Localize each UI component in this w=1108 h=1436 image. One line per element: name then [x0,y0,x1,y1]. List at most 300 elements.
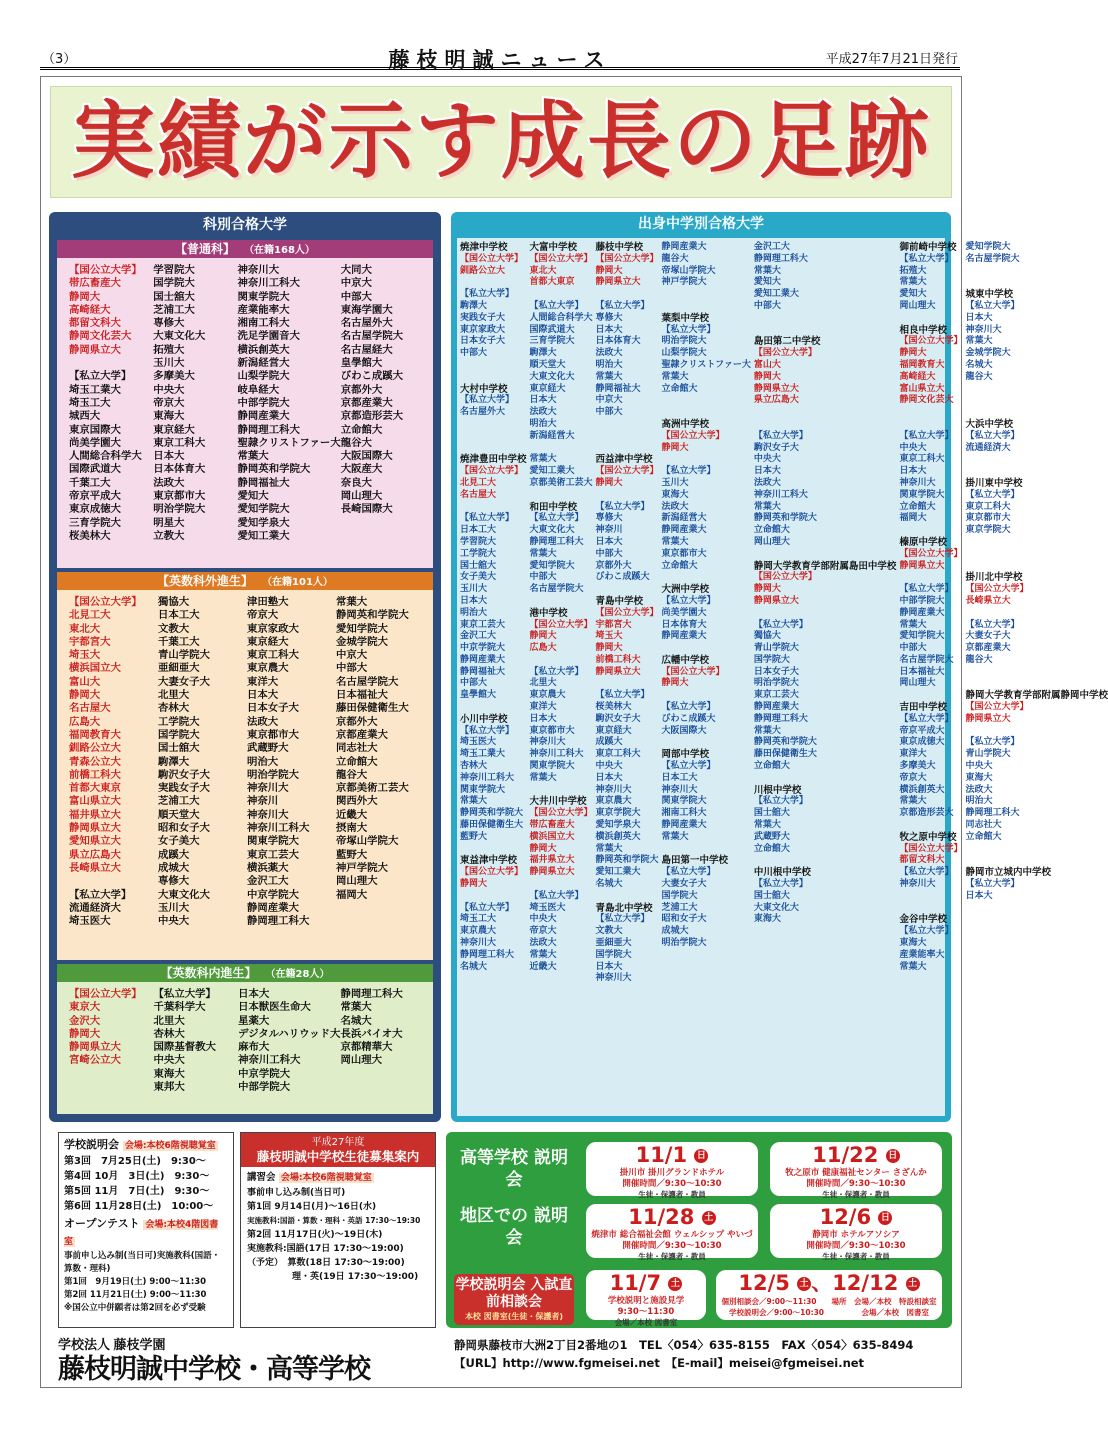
university-name: 聖隷クリストファー大 [661,359,751,370]
university-name: 専修大 [595,312,623,323]
university-name [336,902,425,915]
university-name: 東京工科大 [247,649,299,662]
university-name: 中京学院大 [460,643,506,654]
events-box [446,1132,952,1328]
university-name: 桜美林大 [69,529,111,542]
university-name: 専修大 [595,513,623,524]
university-name: 静岡理工科大 [753,253,808,264]
middle-school-name: 島田第一中学校 [661,855,729,867]
university-name: 東京大 [69,1001,101,1014]
university-name: 【国公立大学】 [460,253,524,264]
university-name: 静岡大 [661,678,689,689]
university-name: 近畿大 [336,808,368,821]
university-name: 長崎県立大 [965,595,1011,606]
university-name: 神奈川大 [247,808,289,821]
university-name: 静岡県立大 [899,560,945,571]
university-name: 宮崎公立大 [69,1054,121,1067]
university-name: 玉川大 [661,477,689,488]
university-name: 名古屋大 [69,702,111,715]
university-name: 北里大 [158,689,190,702]
university-name [69,1094,154,1107]
university-name: 神奈川大 [595,784,632,795]
university-name: 神戸学院大 [336,861,388,874]
university-name: 東京農大 [595,796,632,807]
university-name: 【私立大学】 [965,489,1020,500]
university-name: 中部大 [899,643,927,654]
panel-title: 科別合格大学 [203,217,287,233]
university-name [662,289,751,301]
university-name: 京都外大 [336,715,378,728]
university-name: 長浜バイオ大 [340,1027,403,1040]
university-name: 名古屋外大 [340,317,393,330]
open-test-footnote: ※国公立中併願者は第2回を必ず受験 [64,1303,206,1313]
university-name: 中央大 [753,454,781,465]
lecture-row: 実施教科:国語・算数・理科・英語 17:30〜19:30 [247,1215,421,1225]
university-name: 日本大 [753,466,781,477]
briefing-box [58,1132,234,1328]
university-name: 順天堂大 [529,359,566,370]
university-name: 明治学院大 [153,503,206,516]
university-name: 立教大 [153,529,185,542]
university-name: 京都外大 [595,560,632,571]
university-name: 日本工大 [158,609,200,622]
university-name [530,443,593,455]
university-name: 中部大 [460,678,488,689]
university-name: 工学院大 [158,715,200,728]
university-name [965,266,1108,278]
school-column [596,242,659,1112]
university-name: 広島大 [529,643,557,654]
pre-exam-consult-label: 学校説明会 入試直前相談会 本校 図書室(生徒・保護者) [454,1274,574,1325]
university-name: 神奈川工科大 [237,277,300,290]
university-name: 福岡大 [336,888,368,901]
university-name: 金沢大 [69,1014,101,1027]
university-name: 日本工大 [661,772,698,783]
university-name: 静岡福祉大 [460,666,506,677]
university-name: 名古屋経大 [340,343,393,356]
university-name: 関東学院大 [661,796,707,807]
university-name: 学習院大 [153,264,195,276]
university-name: 静岡福祉大 [237,476,290,489]
university-name [596,678,659,690]
weekday-badge: 日 [878,1211,892,1225]
section-title: 【英数科外進生】 [157,574,254,588]
university-name [460,277,527,289]
university-name [965,395,1108,407]
university-name: 中部大 [595,407,623,418]
middle-school-name: 大浜中学校 [965,418,1013,430]
university-name: 日本女子大 [753,666,799,677]
university-name: 人間総合科学大 [69,450,142,463]
university-name: 日本体育大 [661,619,707,630]
university-name: 【私立大学】 [661,595,716,606]
university-name: 洗足学園音大 [237,330,300,343]
university-name: 常葉大 [965,336,993,347]
university-name: 常葉大 [460,796,488,807]
university-name: 国際武道大 [69,463,121,476]
newsletter-title: 藤枝明誠ニュース [388,47,612,72]
university-name: 【私立大学】 [899,926,954,937]
university-name: 新潟経営大 [237,357,290,370]
university-name: 獨協大 [753,631,781,642]
university-name: 東北大 [529,265,557,276]
university-name: 常葉大 [529,949,557,960]
university-name: 明治学院大 [247,768,299,781]
university-name: 武蔵野大 [753,831,790,842]
university-name [965,726,1108,738]
university-name: 静岡大 [69,689,101,702]
university-name [754,855,897,867]
university-name: 神奈川大 [247,782,289,795]
university-name: 【私立大学】 [69,888,132,901]
university-name: 立命館大 [753,761,790,772]
university-name: 昭和女子大 [158,822,210,835]
university-name: 静岡産業大 [661,525,707,536]
school-column [662,242,751,1112]
university-name: 【私立大学】 [899,253,954,264]
university-name: 埼玉医大 [460,737,497,748]
university-name: 中央大 [158,915,190,928]
university-name: 亜細亜大 [595,938,632,949]
university-name: 常葉大 [753,820,781,831]
university-name: 常葉大 [661,371,689,382]
university-name: 獨協大 [158,596,190,608]
university-name: 釧路公立大 [69,742,121,755]
university-name: 名古屋大 [460,489,497,500]
university-name: 国際武道大 [529,324,575,335]
university-name: 女子美大 [158,835,200,848]
university-name: 金城学院大 [965,348,1011,359]
university-name: 岡山理大 [340,490,383,503]
university-name: 【国公立大学】 [965,702,1029,713]
university-name: 【私立大学】 [965,737,1020,748]
university-name [662,690,751,702]
section-header [57,964,433,982]
university-name: 日本女子大 [460,336,506,347]
university-name: 静岡英和学院大 [460,808,524,819]
briefing-row: 第4回 10月 3日(土) 9:30〜 [64,1171,210,1182]
lecture-row: 実施教科:国語(17日 17:30〜19:00) [247,1243,404,1254]
university-name: 北里大 [529,678,557,689]
university-name: びわこ成蹊大 [340,370,404,383]
hs-briefing-label: 高等学校 説明会 [454,1140,574,1198]
university-name [965,277,1108,289]
university-name: 北見工大 [460,477,497,488]
university-name: 帝京大 [247,609,279,622]
university-name: 常葉大 [899,796,927,807]
school-column [530,242,593,1112]
university-name: 静岡県立大 [753,595,799,606]
university-name: 名古屋学院大 [899,654,954,665]
university-name: 埼玉工大 [460,914,497,925]
middle-school-name: 中川根中学校 [753,867,811,879]
university-name: 【私立大学】 [965,619,1020,630]
university-name: 県立広島大 [69,848,121,861]
university-name: 日本体育大 [595,336,641,347]
section-count: （在籍168人） [249,245,315,256]
university-name: 拓殖大 [153,343,185,356]
university-name: 新潟経営大 [529,430,575,441]
page-header [40,44,960,70]
university-name: 静岡大 [595,265,623,276]
university-name [662,454,751,466]
university-name: 【私立大学】 [529,300,584,311]
university-name [530,785,593,797]
university-name: 立命館大 [899,501,936,512]
weekday-badge: 土 [668,1277,682,1291]
university-name: 明治大 [460,607,488,618]
university-name: 静岡大 [460,879,488,890]
middle-school-name: 青島北中学校 [595,902,653,914]
section-title: 【英数科内進生】 [160,966,257,980]
university-name: 名古屋外大 [460,407,506,418]
university-name [341,517,425,530]
university-name: 静岡県立大 [965,713,1011,724]
university-name: 愛知学院大 [336,622,388,635]
university-name: 法政大 [595,348,623,359]
university-name: 富山県立大 [899,383,945,394]
middle-school-name: 牧之原中学校 [899,831,957,843]
event-card: 12/5 土 、12/12 土 個別相談会／9:00〜11:30 場所 会場／本校 特設相談室 学校説明会／9:00〜10:30 会場／本校 図書室 [714,1268,944,1322]
university-name [69,1068,154,1081]
university-name: 杏林大 [460,761,488,772]
university-name: 【私立大学】 [460,395,515,406]
university-name: 湘南工科大 [661,808,707,819]
university-name: 神奈川大 [965,324,1002,335]
university-name: 東京経大 [153,423,195,436]
university-name: 静岡英和学院大 [595,855,659,866]
university-name: 【国公立大学】 [965,584,1029,595]
university-name: 国学院大 [753,654,790,665]
regional-briefing-label: 地区での 説明会 [454,1198,574,1256]
university-name: 東海大 [899,938,927,949]
university-name: 東京学院大 [595,808,641,819]
university-name: 横浜薬大 [247,861,289,874]
university-name: 立命館大 [336,755,378,768]
university-name: 静岡産業大 [899,607,945,618]
university-name: 【私立大学】 [460,725,515,736]
university-name: 横浜国立大 [529,831,575,842]
university-name [965,454,1108,466]
university-name: 帝京平成大 [69,490,121,503]
university-name: 法政大 [753,477,781,488]
university-name: 帝京大 [153,396,185,409]
university-name: 順天堂大 [158,808,200,821]
middle-school-name: 青島中学校 [595,595,644,607]
university-name: 【国公立大学】 [460,466,524,477]
university-name: 【私立大学】 [899,584,954,595]
university-name: 【私立大学】 [965,879,1020,890]
university-name: 愛知学院大 [237,503,290,516]
university-name: 明治大 [247,755,279,768]
university-name: 【国公立大学】 [69,264,142,276]
university-name: 【私立大学】 [529,513,584,524]
university-name: 【私立大学】 [595,690,650,701]
open-test-row: 第1回 9月19日(土) 9:00〜11:30 [64,1277,207,1287]
university-name: 帝塚山学院大 [336,835,399,848]
university-name: 玉川大 [158,901,190,914]
university-name: 明治学院大 [661,938,707,949]
university-name: 日本福祉大 [336,689,388,702]
university-name: 大同大 [340,264,372,276]
university-name [69,875,158,888]
university-name: 【国公立大学】 [69,988,142,1000]
university-name: 愛知学院大 [965,242,1011,252]
university-name: 立命館大 [965,831,1002,842]
university-name: 日本大 [899,466,927,477]
recruit-box [240,1132,436,1328]
university-name: 明治大 [595,359,623,370]
university-name: 帝塚山学院大 [661,265,716,276]
university-name: 近畿大 [529,961,557,972]
university-name: 中京学院大 [247,888,299,901]
university-name [899,419,962,431]
university-name: 東洋大 [529,702,557,713]
university-name: 前橋工科大 [595,654,641,665]
university-name [754,407,897,419]
university-name: 日本大 [529,395,557,406]
university-name: 青山学院大 [753,643,799,654]
university-name: 日本大 [595,536,623,547]
university-name [965,844,1108,856]
university-name: 【私立大学】 [661,761,716,772]
university-name: 中京学院大 [238,1067,291,1080]
university-name: 藤田保健衛生大 [753,749,817,760]
university-name: 神奈川工科大 [238,1054,301,1067]
university-name: 国際基督教大 [153,1041,216,1054]
university-name [899,690,962,702]
weekday-badge: 土 [906,1277,920,1291]
university-name: 国士舘大 [158,742,200,755]
university-name [662,844,751,856]
university-name: 静岡理工科大 [753,713,808,724]
university-name: 【私立大学】 [69,370,132,383]
university-name: 金城学院大 [336,635,388,648]
university-name: 【私立大学】 [899,713,954,724]
university-name: 東洋大 [247,675,279,688]
university-name: 明治学院大 [661,336,707,347]
university-name: 日本女子大 [247,702,299,715]
university-name: 同志社大 [965,820,1002,831]
university-name: 静岡大 [753,371,781,382]
university-name: 名古屋学院大 [965,253,1020,264]
university-name: 日本大 [153,450,185,463]
university-name: 東京学院大 [965,525,1011,536]
university-name: 【国公立大学】 [595,607,659,618]
school-column [965,242,1108,1112]
university-name: 前橋工科大 [69,768,121,781]
university-name: 日本大 [247,689,279,702]
university-name: 工学院大 [460,548,497,559]
university-name: 神奈川大 [661,784,698,795]
weekday-badge: 土 [702,1211,716,1225]
university-name: 静岡大 [595,643,623,654]
university-name: 山梨学院大 [661,348,707,359]
university-name: 成蹊大 [595,737,623,748]
section-title: 【普通科】 [175,242,236,256]
university-name: 愛知県立大 [69,835,121,848]
university-name: 【私立大学】 [661,702,716,713]
section-header [57,572,433,590]
university-name: 星薬大 [238,1014,270,1027]
university-name: 高崎経大 [69,303,111,316]
university-name [754,313,897,325]
university-name: 東京都市大 [247,728,299,741]
middle-school-name: 岡部中学校 [661,749,710,761]
university-name: 日本大 [595,324,623,335]
briefing-row: 第5回 11月 7日(土) 9:30〜 [64,1186,210,1197]
university-name: 【私立大学】 [965,300,1020,311]
university-name: 駒澤大 [158,755,190,768]
university-name: 【国公立大学】 [529,253,593,264]
recruit-year: 平成27年度 [311,1137,365,1148]
university-name: 杏林大 [158,702,190,715]
university-name: 産業能率大 [899,949,945,960]
university-name [460,702,527,714]
middle-school-name: 掛川北中学校 [965,572,1023,584]
university-name: 神奈川大 [595,973,632,984]
university-name: 日本大 [965,312,993,323]
university-name: 【私立大学】 [595,501,650,512]
university-name: 東洋大 [899,749,927,760]
university-name: 中京大 [336,649,368,662]
university-name [460,502,527,514]
university-name: 富山大 [69,675,101,688]
university-name: 尚美学園大 [661,607,707,618]
university-name: 静岡産業大 [661,242,707,252]
university-name [530,490,593,502]
university-name: 【国公立大学】 [753,348,817,359]
university-name: 常葉大 [336,596,368,608]
university-name: 大東文化大 [529,525,575,536]
university-name: 東京農大 [460,926,497,937]
recruit-title: 藤枝明誠中学校生徒募集案内 [256,1149,420,1164]
event-card: 12/6 日 静岡市 ホテルアソシア 開催時間／9:30〜10:30 生徒・保護者・教員 [768,1202,944,1260]
university-name: 福井県立大 [529,855,575,866]
university-name: 静岡大 [753,584,781,595]
university-name [154,1094,239,1107]
university-name: 関東学院大 [460,784,506,795]
university-name: 津田塾大 [247,596,289,608]
university-name: 青山学院大 [158,649,210,662]
university-name [69,1081,154,1094]
university-name: 立命館大 [661,383,698,394]
university-name: 【私立大学】 [899,867,954,878]
university-name: 静岡理工科大 [340,988,403,1000]
university-name: 【私立大学】 [460,289,515,300]
middle-school-name: 焼津中学校 [460,242,508,253]
university-name: 湘南工科大 [237,317,290,330]
lecture-row: 事前申し込み制(当日可) [247,1187,346,1198]
university-name: 愛知学院大 [529,560,575,571]
university-name: 常葉大 [899,619,927,630]
university-name: 麻布大 [238,1041,270,1054]
middle-school-name: 和田中学校 [529,501,578,513]
middle-school-name: 小川中学校 [460,713,508,725]
university-name [460,443,527,455]
university-name [662,301,751,313]
university-name: 玉川大 [460,584,488,595]
section-count: （在籍101人） [267,577,333,588]
course-section [57,240,433,568]
university-name: 神奈川大 [460,938,497,949]
university-name: 東京工科大 [595,749,641,760]
university-name: 京都外大 [340,383,383,396]
university-name: 【私立大学】 [595,914,650,925]
university-name: 芝浦工大 [153,303,195,316]
university-name: 明治大 [965,796,993,807]
university-name: 城西大 [69,410,101,423]
